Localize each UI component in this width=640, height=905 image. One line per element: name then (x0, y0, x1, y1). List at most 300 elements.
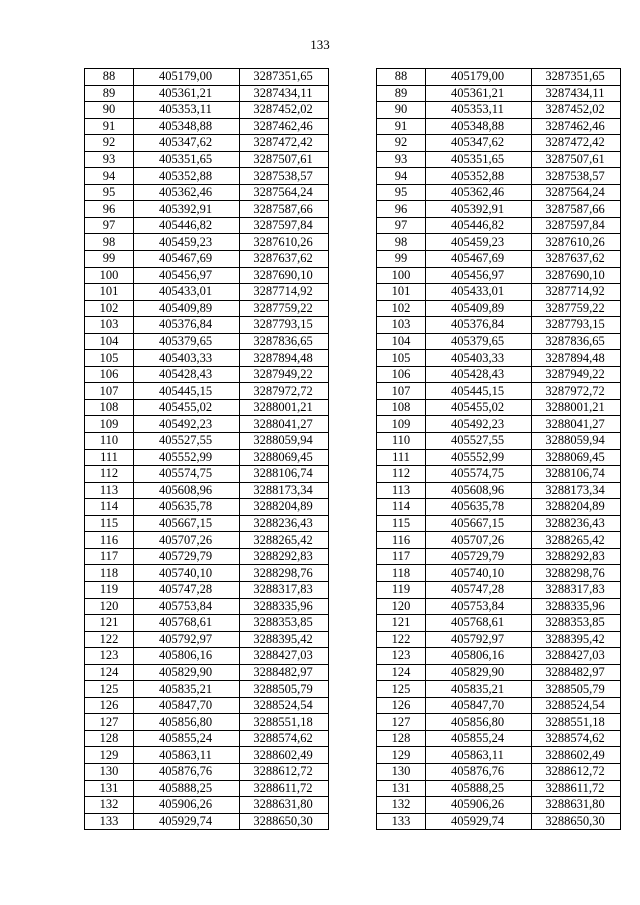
y-coordinate-cell: 3288265,42 (532, 532, 621, 549)
table-row (377, 151, 621, 168)
table-row (377, 565, 621, 582)
table-row (377, 234, 621, 251)
table-row (377, 482, 621, 499)
coordinates-table-right-body (377, 69, 621, 830)
x-coordinate-cell: 405768,61 (426, 615, 532, 632)
point-number-cell: 132 (85, 797, 134, 814)
point-number-cell: 119 (85, 581, 134, 598)
point-number-cell: 90 (85, 102, 134, 119)
table-row (85, 300, 329, 317)
y-coordinate-cell: 3288650,30 (240, 813, 329, 830)
coordinates-table-right (376, 68, 621, 830)
y-coordinate-cell: 3288059,94 (532, 433, 621, 450)
y-coordinate-cell: 3287564,24 (532, 184, 621, 201)
x-coordinate-cell: 405445,15 (426, 383, 532, 400)
y-coordinate-cell: 3287610,26 (532, 234, 621, 251)
point-number-cell: 101 (377, 284, 426, 301)
x-coordinate-cell: 405608,96 (426, 482, 532, 499)
table-row (377, 648, 621, 665)
x-coordinate-cell: 405888,25 (134, 780, 240, 797)
x-coordinate-cell: 405179,00 (426, 69, 532, 86)
point-number-cell: 125 (377, 681, 426, 698)
y-coordinate-cell: 3288041,27 (240, 416, 329, 433)
x-coordinate-cell: 405352,88 (426, 168, 532, 185)
table-row (85, 449, 329, 466)
x-coordinate-cell: 405348,88 (426, 118, 532, 135)
x-coordinate-cell: 405455,02 (426, 399, 532, 416)
table-row (85, 333, 329, 350)
y-coordinate-cell: 3288611,72 (240, 780, 329, 797)
x-coordinate-cell: 405856,80 (134, 714, 240, 731)
y-coordinate-cell: 3288292,83 (532, 548, 621, 565)
y-coordinate-cell: 3287690,10 (240, 267, 329, 284)
x-coordinate-cell: 405635,78 (134, 499, 240, 516)
y-coordinate-cell: 3287714,92 (240, 284, 329, 301)
x-coordinate-cell: 405446,82 (426, 217, 532, 234)
x-coordinate-cell: 405527,55 (426, 433, 532, 450)
table-row (85, 780, 329, 797)
point-number-cell: 92 (85, 135, 134, 152)
x-coordinate-cell: 405351,65 (426, 151, 532, 168)
y-coordinate-cell: 3287597,84 (532, 217, 621, 234)
y-coordinate-cell: 3288069,45 (532, 449, 621, 466)
y-coordinate-cell: 3288574,62 (240, 730, 329, 747)
table-row (85, 102, 329, 119)
y-coordinate-cell: 3288106,74 (240, 466, 329, 483)
y-coordinate-cell: 3287434,11 (532, 85, 621, 102)
point-number-cell: 115 (377, 515, 426, 532)
point-number-cell: 106 (377, 366, 426, 383)
y-coordinate-cell: 3288631,80 (532, 797, 621, 814)
y-coordinate-cell: 3288173,34 (240, 482, 329, 499)
x-coordinate-cell: 405747,28 (134, 581, 240, 598)
x-coordinate-cell: 405456,97 (426, 267, 532, 284)
table-row (85, 184, 329, 201)
x-coordinate-cell: 405667,15 (426, 515, 532, 532)
table-row (377, 300, 621, 317)
point-number-cell: 110 (85, 433, 134, 450)
y-coordinate-cell: 3288335,96 (240, 598, 329, 615)
y-coordinate-cell: 3287587,66 (532, 201, 621, 218)
y-coordinate-cell: 3288335,96 (532, 598, 621, 615)
point-number-cell: 122 (85, 631, 134, 648)
point-number-cell: 121 (377, 615, 426, 632)
y-coordinate-cell: 3288173,34 (532, 482, 621, 499)
y-coordinate-cell: 3287759,22 (532, 300, 621, 317)
x-coordinate-cell: 405467,69 (134, 251, 240, 268)
point-number-cell: 104 (377, 333, 426, 350)
x-coordinate-cell: 405428,43 (426, 366, 532, 383)
y-coordinate-cell: 3288602,49 (532, 747, 621, 764)
table-row (377, 730, 621, 747)
x-coordinate-cell: 405455,02 (134, 399, 240, 416)
y-coordinate-cell: 3288265,42 (240, 532, 329, 549)
y-coordinate-cell: 3288611,72 (532, 780, 621, 797)
table-row (85, 615, 329, 632)
x-coordinate-cell: 405635,78 (426, 499, 532, 516)
point-number-cell: 88 (377, 69, 426, 86)
y-coordinate-cell: 3288427,03 (532, 648, 621, 665)
y-coordinate-cell: 3287507,61 (240, 151, 329, 168)
x-coordinate-cell: 405829,90 (134, 664, 240, 681)
x-coordinate-cell: 405361,21 (134, 85, 240, 102)
point-number-cell: 102 (85, 300, 134, 317)
table-row (85, 797, 329, 814)
x-coordinate-cell: 405445,15 (134, 383, 240, 400)
point-number-cell: 118 (85, 565, 134, 582)
y-coordinate-cell: 3288631,80 (240, 797, 329, 814)
table-row (85, 234, 329, 251)
point-number-cell: 133 (85, 813, 134, 830)
table-row (85, 284, 329, 301)
x-coordinate-cell: 405740,10 (134, 565, 240, 582)
x-coordinate-cell: 405847,70 (134, 697, 240, 714)
table-row (377, 780, 621, 797)
x-coordinate-cell: 405433,01 (134, 284, 240, 301)
x-coordinate-cell: 405806,16 (426, 648, 532, 665)
table-row (85, 267, 329, 284)
x-coordinate-cell: 405847,70 (426, 697, 532, 714)
point-number-cell: 99 (377, 251, 426, 268)
table-row (377, 449, 621, 466)
point-number-cell: 130 (377, 763, 426, 780)
y-coordinate-cell: 3287610,26 (240, 234, 329, 251)
table-row (85, 697, 329, 714)
y-coordinate-cell: 3288395,42 (240, 631, 329, 648)
point-number-cell: 116 (377, 532, 426, 549)
table-row (85, 383, 329, 400)
x-coordinate-cell: 405707,26 (426, 532, 532, 549)
coordinates-table-left-body (85, 69, 329, 830)
point-number-cell: 98 (377, 234, 426, 251)
x-coordinate-cell: 405446,82 (134, 217, 240, 234)
point-number-cell: 129 (377, 747, 426, 764)
y-coordinate-cell: 3287597,84 (240, 217, 329, 234)
x-coordinate-cell: 405353,11 (426, 102, 532, 119)
y-coordinate-cell: 3288505,79 (240, 681, 329, 698)
x-coordinate-cell: 405906,26 (426, 797, 532, 814)
table-row (377, 168, 621, 185)
point-number-cell: 109 (85, 416, 134, 433)
y-coordinate-cell: 3288551,18 (240, 714, 329, 731)
y-coordinate-cell: 3288551,18 (532, 714, 621, 731)
point-number-cell: 131 (377, 780, 426, 797)
y-coordinate-cell: 3287714,92 (532, 284, 621, 301)
point-number-cell: 121 (85, 615, 134, 632)
y-coordinate-cell: 3287637,62 (240, 251, 329, 268)
point-number-cell: 115 (85, 515, 134, 532)
point-number-cell: 124 (85, 664, 134, 681)
x-coordinate-cell: 405379,65 (134, 333, 240, 350)
point-number-cell: 105 (377, 350, 426, 367)
y-coordinate-cell: 3288236,43 (532, 515, 621, 532)
table-row (85, 681, 329, 698)
x-coordinate-cell: 405409,89 (134, 300, 240, 317)
y-coordinate-cell: 3288317,83 (240, 581, 329, 598)
y-coordinate-cell: 3288204,89 (240, 499, 329, 516)
coordinates-table-left (84, 68, 329, 830)
point-number-cell: 110 (377, 433, 426, 450)
table-row (85, 664, 329, 681)
x-coordinate-cell: 405792,97 (426, 631, 532, 648)
y-coordinate-cell: 3287452,02 (532, 102, 621, 119)
x-coordinate-cell: 405740,10 (426, 565, 532, 582)
x-coordinate-cell: 405527,55 (134, 433, 240, 450)
table-row (377, 267, 621, 284)
point-number-cell: 99 (85, 251, 134, 268)
y-coordinate-cell: 3288612,72 (240, 763, 329, 780)
x-coordinate-cell: 405863,11 (426, 747, 532, 764)
table-row (377, 251, 621, 268)
y-coordinate-cell: 3288574,62 (532, 730, 621, 747)
table-row (85, 532, 329, 549)
point-number-cell: 127 (85, 714, 134, 731)
x-coordinate-cell: 405608,96 (134, 482, 240, 499)
y-coordinate-cell: 3287507,61 (532, 151, 621, 168)
y-coordinate-cell: 3287972,72 (240, 383, 329, 400)
table-row (377, 466, 621, 483)
table-row (377, 797, 621, 814)
x-coordinate-cell: 405361,21 (426, 85, 532, 102)
y-coordinate-cell: 3287472,42 (532, 135, 621, 152)
point-number-cell: 112 (85, 466, 134, 483)
x-coordinate-cell: 405792,97 (134, 631, 240, 648)
x-coordinate-cell: 405835,21 (134, 681, 240, 698)
point-number-cell: 102 (377, 300, 426, 317)
table-row (85, 515, 329, 532)
table-row (85, 217, 329, 234)
point-number-cell: 89 (377, 85, 426, 102)
x-coordinate-cell: 405392,91 (134, 201, 240, 218)
x-coordinate-cell: 405409,89 (426, 300, 532, 317)
point-number-cell: 128 (85, 730, 134, 747)
table-row (377, 714, 621, 731)
point-number-cell: 117 (85, 548, 134, 565)
x-coordinate-cell: 405855,24 (134, 730, 240, 747)
table-row (377, 366, 621, 383)
y-coordinate-cell: 3288602,49 (240, 747, 329, 764)
table-row (377, 416, 621, 433)
point-number-cell: 119 (377, 581, 426, 598)
x-coordinate-cell: 405753,84 (426, 598, 532, 615)
y-coordinate-cell: 3287538,57 (532, 168, 621, 185)
point-number-cell: 103 (85, 317, 134, 334)
x-coordinate-cell: 405492,23 (134, 416, 240, 433)
point-number-cell: 107 (377, 383, 426, 400)
point-number-cell: 97 (85, 217, 134, 234)
x-coordinate-cell: 405552,99 (426, 449, 532, 466)
table-row (85, 714, 329, 731)
x-coordinate-cell: 405876,76 (426, 763, 532, 780)
y-coordinate-cell: 3287637,62 (532, 251, 621, 268)
y-coordinate-cell: 3288427,03 (240, 648, 329, 665)
point-number-cell: 113 (85, 482, 134, 499)
table-row (377, 747, 621, 764)
y-coordinate-cell: 3287949,22 (240, 366, 329, 383)
point-number-cell: 108 (85, 399, 134, 416)
x-coordinate-cell: 405552,99 (134, 449, 240, 466)
table-row (377, 631, 621, 648)
y-coordinate-cell: 3288106,74 (532, 466, 621, 483)
point-number-cell: 126 (85, 697, 134, 714)
table-row (85, 482, 329, 499)
point-number-cell: 118 (377, 565, 426, 582)
y-coordinate-cell: 3288395,42 (532, 631, 621, 648)
y-coordinate-cell: 3287793,15 (240, 317, 329, 334)
table-row (377, 350, 621, 367)
table-row (377, 548, 621, 565)
x-coordinate-cell: 405353,11 (134, 102, 240, 119)
point-number-cell: 90 (377, 102, 426, 119)
point-number-cell: 93 (377, 151, 426, 168)
table-row (85, 730, 329, 747)
point-number-cell: 120 (85, 598, 134, 615)
point-number-cell: 123 (85, 648, 134, 665)
point-number-cell: 96 (377, 201, 426, 218)
point-number-cell: 89 (85, 85, 134, 102)
y-coordinate-cell: 3287894,48 (532, 350, 621, 367)
table-row (85, 350, 329, 367)
point-number-cell: 113 (377, 482, 426, 499)
point-number-cell: 111 (377, 449, 426, 466)
table-row (377, 598, 621, 615)
x-coordinate-cell: 405392,91 (426, 201, 532, 218)
point-number-cell: 92 (377, 135, 426, 152)
y-coordinate-cell: 3288298,76 (240, 565, 329, 582)
x-coordinate-cell: 405376,84 (134, 317, 240, 334)
x-coordinate-cell: 405888,25 (426, 780, 532, 797)
table-row (377, 383, 621, 400)
point-number-cell: 132 (377, 797, 426, 814)
point-number-cell: 107 (85, 383, 134, 400)
table-row (377, 135, 621, 152)
x-coordinate-cell: 405347,62 (426, 135, 532, 152)
table-row (85, 135, 329, 152)
point-number-cell: 131 (85, 780, 134, 797)
table-row (377, 217, 621, 234)
table-row (377, 184, 621, 201)
point-number-cell: 122 (377, 631, 426, 648)
point-number-cell: 100 (85, 267, 134, 284)
point-number-cell: 91 (377, 118, 426, 135)
y-coordinate-cell: 3287690,10 (532, 267, 621, 284)
page-number: 133 (310, 37, 330, 52)
table-row (377, 615, 621, 632)
x-coordinate-cell: 405929,74 (134, 813, 240, 830)
table-row (85, 499, 329, 516)
x-coordinate-cell: 405459,23 (426, 234, 532, 251)
x-coordinate-cell: 405856,80 (426, 714, 532, 731)
y-coordinate-cell: 3288524,54 (532, 697, 621, 714)
y-coordinate-cell: 3288204,89 (532, 499, 621, 516)
x-coordinate-cell: 405574,75 (134, 466, 240, 483)
y-coordinate-cell: 3288001,21 (532, 399, 621, 416)
y-coordinate-cell: 3287434,11 (240, 85, 329, 102)
table-row (377, 681, 621, 698)
y-coordinate-cell: 3287351,65 (532, 69, 621, 86)
y-coordinate-cell: 3287452,02 (240, 102, 329, 119)
point-number-cell: 88 (85, 69, 134, 86)
table-row (377, 317, 621, 334)
x-coordinate-cell: 405348,88 (134, 118, 240, 135)
table-row (85, 648, 329, 665)
table-row (85, 416, 329, 433)
point-number-cell: 104 (85, 333, 134, 350)
point-number-cell: 94 (377, 168, 426, 185)
point-number-cell: 95 (377, 184, 426, 201)
table-row (377, 118, 621, 135)
table-row (377, 201, 621, 218)
point-number-cell: 105 (85, 350, 134, 367)
y-coordinate-cell: 3288505,79 (532, 681, 621, 698)
table-row (377, 763, 621, 780)
x-coordinate-cell: 405347,62 (134, 135, 240, 152)
point-number-cell: 126 (377, 697, 426, 714)
point-number-cell: 125 (85, 681, 134, 698)
point-number-cell: 103 (377, 317, 426, 334)
x-coordinate-cell: 405667,15 (134, 515, 240, 532)
x-coordinate-cell: 405876,76 (134, 763, 240, 780)
x-coordinate-cell: 405467,69 (426, 251, 532, 268)
table-row (85, 317, 329, 334)
x-coordinate-cell: 405403,33 (134, 350, 240, 367)
table-row (377, 813, 621, 830)
x-coordinate-cell: 405362,46 (134, 184, 240, 201)
y-coordinate-cell: 3287587,66 (240, 201, 329, 218)
table-row (85, 251, 329, 268)
point-number-cell: 127 (377, 714, 426, 731)
x-coordinate-cell: 405729,79 (134, 548, 240, 565)
y-coordinate-cell: 3288317,83 (532, 581, 621, 598)
x-coordinate-cell: 405428,43 (134, 366, 240, 383)
y-coordinate-cell: 3288069,45 (240, 449, 329, 466)
y-coordinate-cell: 3288353,85 (532, 615, 621, 632)
y-coordinate-cell: 3288482,97 (532, 664, 621, 681)
x-coordinate-cell: 405574,75 (426, 466, 532, 483)
y-coordinate-cell: 3287462,46 (240, 118, 329, 135)
point-number-cell: 117 (377, 548, 426, 565)
x-coordinate-cell: 405753,84 (134, 598, 240, 615)
point-number-cell: 109 (377, 416, 426, 433)
y-coordinate-cell: 3288482,97 (240, 664, 329, 681)
y-coordinate-cell: 3288612,72 (532, 763, 621, 780)
table-row (377, 69, 621, 86)
y-coordinate-cell: 3288236,43 (240, 515, 329, 532)
y-coordinate-cell: 3287972,72 (532, 383, 621, 400)
x-coordinate-cell: 405456,97 (134, 267, 240, 284)
point-number-cell: 93 (85, 151, 134, 168)
table-row (377, 515, 621, 532)
point-number-cell: 123 (377, 648, 426, 665)
table-row (377, 499, 621, 516)
point-number-cell: 124 (377, 664, 426, 681)
table-row (377, 532, 621, 549)
x-coordinate-cell: 405835,21 (426, 681, 532, 698)
point-number-cell: 116 (85, 532, 134, 549)
x-coordinate-cell: 405747,28 (426, 581, 532, 598)
y-coordinate-cell: 3288041,27 (532, 416, 621, 433)
x-coordinate-cell: 405362,46 (426, 184, 532, 201)
x-coordinate-cell: 405929,74 (426, 813, 532, 830)
table-row (85, 201, 329, 218)
point-number-cell: 96 (85, 201, 134, 218)
y-coordinate-cell: 3288292,83 (240, 548, 329, 565)
table-row (85, 151, 329, 168)
y-coordinate-cell: 3287564,24 (240, 184, 329, 201)
y-coordinate-cell: 3288650,30 (532, 813, 621, 830)
y-coordinate-cell: 3287472,42 (240, 135, 329, 152)
table-row (85, 581, 329, 598)
